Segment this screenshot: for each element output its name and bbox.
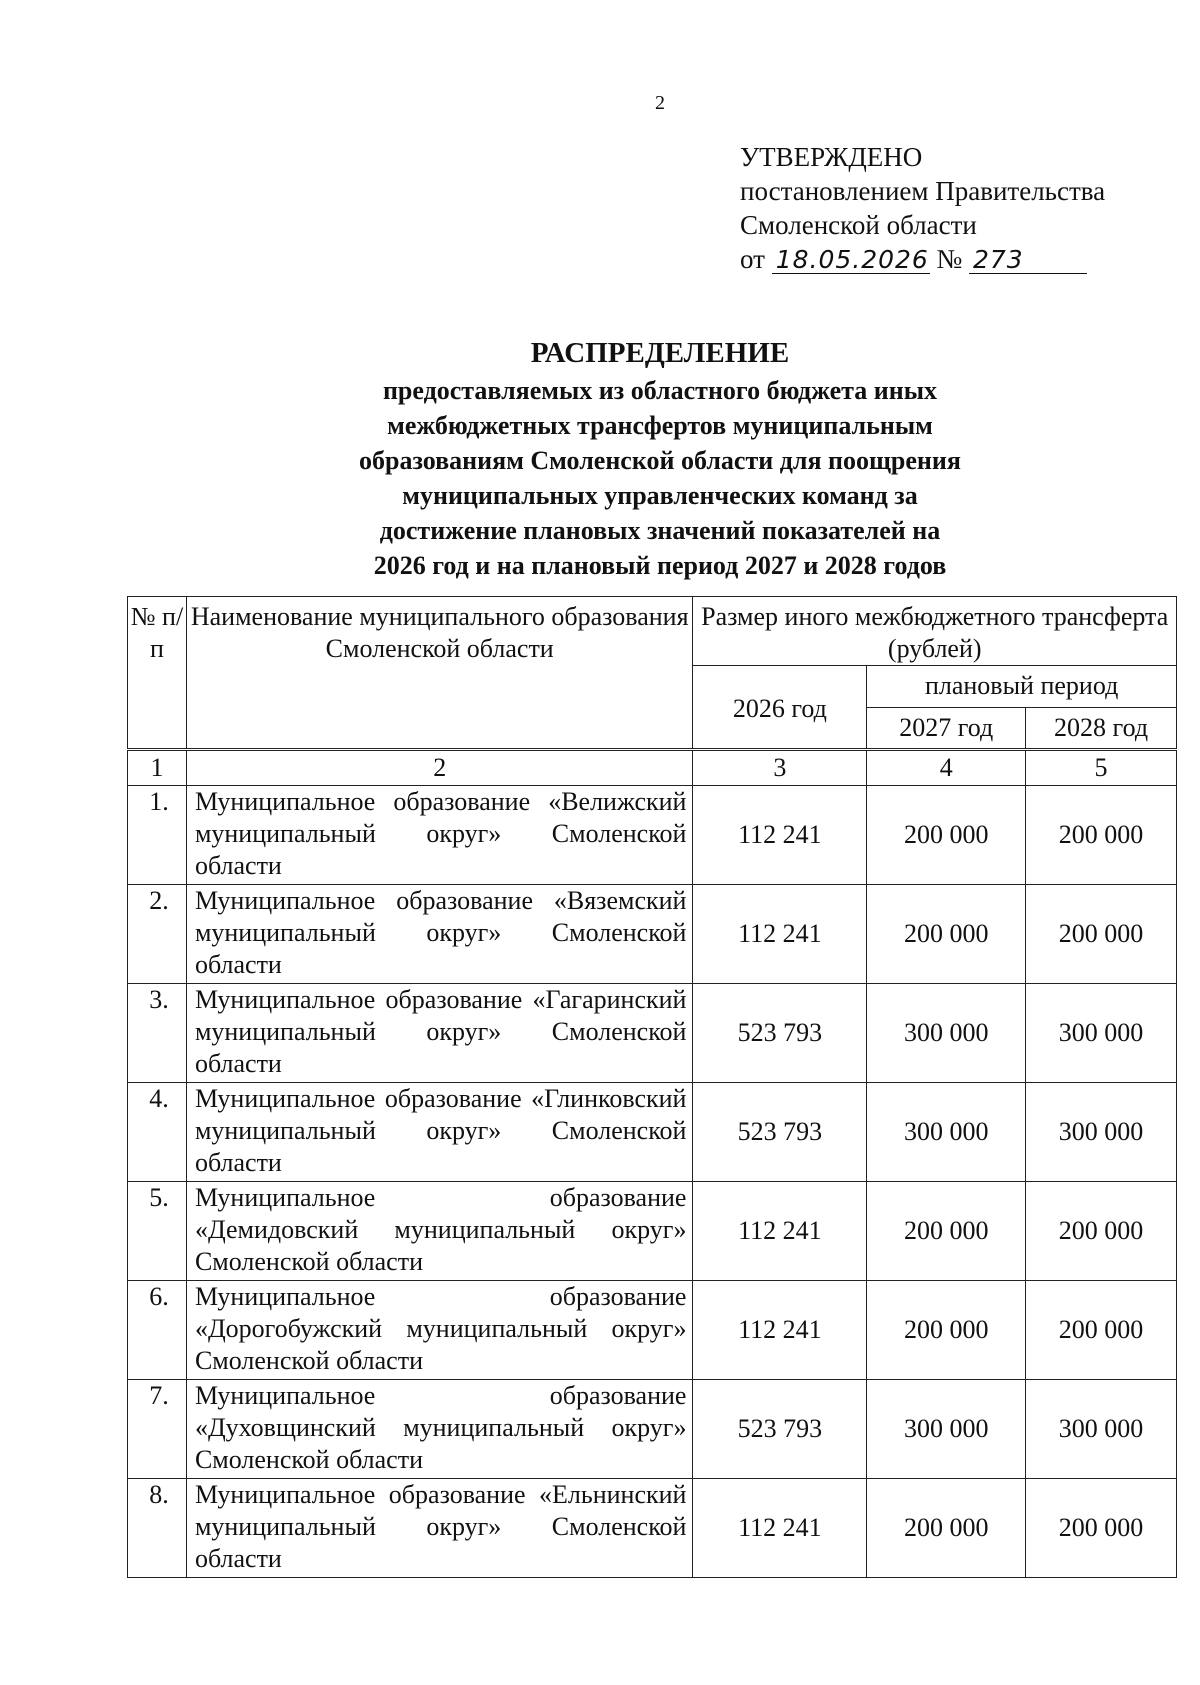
table-row <box>128 1083 1177 1182</box>
row-number: 8. <box>128 1479 187 1578</box>
title-main: РАСПРЕДЕЛЕНИЕ <box>530 337 790 369</box>
amount-2026: 523 793 <box>693 984 867 1083</box>
amount-2026: 112 241 <box>693 1479 867 1578</box>
row-number: 4. <box>128 1083 187 1182</box>
column-index: 4 <box>867 750 1026 786</box>
approval-date-line <box>740 242 1105 276</box>
header-num: № п/п <box>128 597 187 750</box>
column-index: 2 <box>186 750 693 786</box>
row-number: 1. <box>128 786 187 885</box>
amount-2026: 112 241 <box>693 1182 867 1281</box>
amount-2027: 300 000 <box>867 1380 1026 1479</box>
title-line: муниципальных управленческих команд за <box>402 481 918 510</box>
amount-2028: 300 000 <box>1026 1380 1177 1479</box>
table-row <box>128 1281 1177 1380</box>
amount-2028: 300 000 <box>1026 1083 1177 1182</box>
approval-number-label: № <box>936 244 963 274</box>
header-name: Наименование муниципального образования Смоленской области <box>186 597 693 750</box>
approval-from-label: от <box>740 244 765 274</box>
row-number: 5. <box>128 1182 187 1281</box>
amount-2028: 300 000 <box>1026 984 1177 1083</box>
table-row <box>128 1380 1177 1479</box>
column-index-row <box>128 750 1177 786</box>
amount-2028: 200 000 <box>1026 786 1177 885</box>
column-index: 3 <box>693 750 867 786</box>
municipality-name: Муниципальное образование «Дорогобужский муниципальный округ» Смоленской области <box>186 1281 693 1380</box>
row-number: 3. <box>128 984 187 1083</box>
table-row <box>128 1479 1177 1578</box>
approval-title: УТВЕРЖДЕНО <box>740 142 923 172</box>
amount-2027: 200 000 <box>867 885 1026 984</box>
amount-2026: 112 241 <box>693 786 867 885</box>
amount-2027: 300 000 <box>867 1083 1026 1182</box>
municipality-name: Муниципальное образование «Демидовский муниципальный округ» Смоленской области <box>186 1182 693 1281</box>
amount-2027: 200 000 <box>867 1281 1026 1380</box>
municipality-name: Муниципальное образование «Гагаринский муниципальный округ» Смоленской области <box>186 984 693 1083</box>
row-number: 2. <box>128 885 187 984</box>
amount-2028: 200 000 <box>1026 1182 1177 1281</box>
row-number: 7. <box>128 1380 187 1479</box>
title-line: межбюджетных трансфертов муниципальным <box>387 411 933 440</box>
header-2028: 2028 год <box>1026 708 1177 750</box>
municipality-name: Муниципальное образование «Ельнинский муниципальный округ» Смоленской области <box>186 1479 693 1578</box>
header-planned-period: плановый период <box>867 666 1177 708</box>
amount-2027: 200 000 <box>867 1479 1026 1578</box>
row-number: 6. <box>128 1281 187 1380</box>
amount-2028: 200 000 <box>1026 885 1177 984</box>
title-line: 2026 год и на плановый период 2027 и 2028 годов <box>373 551 947 580</box>
amount-2026: 523 793 <box>693 1380 867 1479</box>
document-title <box>0 335 1200 583</box>
approval-region: Смоленской области <box>740 210 977 240</box>
amount-2026: 112 241 <box>693 1281 867 1380</box>
table-row <box>128 786 1177 885</box>
column-index: 1 <box>128 750 187 786</box>
table-row <box>128 984 1177 1083</box>
municipality-name: Муниципальное образование «Глинковский муниципальный округ» Смоленской области <box>186 1083 693 1182</box>
amount-2026: 112 241 <box>693 885 867 984</box>
amount-2026: 523 793 <box>693 1083 867 1182</box>
approval-number: 273 <box>969 247 1087 274</box>
amount-2027: 200 000 <box>867 1182 1026 1281</box>
header-amount: Размер иного межбюджетного трансферта (рублей) <box>693 597 1177 666</box>
municipality-name: Муниципальное образование «Велижский муниципальный округ» Смоленской области <box>186 786 693 885</box>
column-index: 5 <box>1026 750 1177 786</box>
municipality-name: Муниципальное образование «Духовщинский муниципальный округ» Смоленской области <box>186 1380 693 1479</box>
amount-2027: 300 000 <box>867 984 1026 1083</box>
page-number: 2 <box>655 92 665 114</box>
municipality-name: Муниципальное образование «Вяземский муниципальный округ» Смоленской области <box>186 885 693 984</box>
approval-authority: постановлением Правительства <box>740 176 1106 206</box>
title-line: предоставляемых из областного бюджета иных <box>382 376 938 405</box>
table-row <box>128 885 1177 984</box>
approval-stamp <box>740 140 1105 276</box>
approval-date: 18.05.2026 <box>772 247 930 274</box>
title-line: образованиям Смоленской области для поощрения <box>359 446 961 475</box>
amount-2027: 200 000 <box>867 786 1026 885</box>
distribution-table <box>127 596 1177 1578</box>
table-row <box>128 1182 1177 1281</box>
title-line: достижение плановых значений показателей на <box>379 516 941 545</box>
amount-2028: 200 000 <box>1026 1479 1177 1578</box>
amount-2028: 200 000 <box>1026 1281 1177 1380</box>
header-2026: 2026 год <box>693 666 867 750</box>
header-2027: 2027 год <box>867 708 1026 750</box>
